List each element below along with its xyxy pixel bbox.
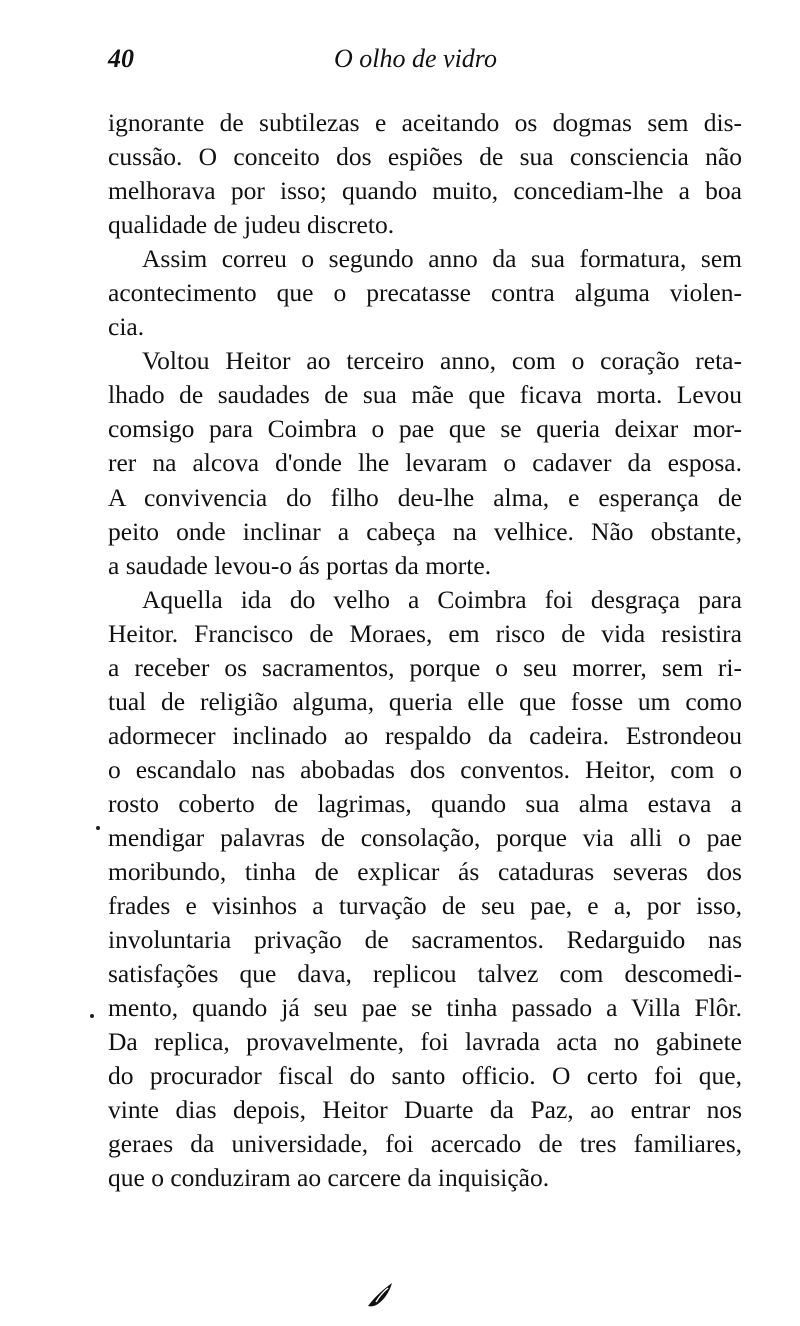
text-line: frades e visinhos a turvação de seu pae, e a, por isso, [108, 891, 742, 921]
running-title: O olho de vidro [334, 44, 497, 73]
text-line: Assim correu o segundo anno da sua formatura, sem [142, 244, 742, 274]
text-line: a receber os sacramentos, porque o seu morrer, sem ri- [108, 652, 742, 682]
text-line: comsigo para Coimbra o pae que se queria deixar mor- [108, 414, 742, 444]
body-text [108, 106, 742, 1196]
page-number: 40 [108, 44, 134, 73]
text-line: o escandalo nas abobadas dos conventos. Heitor, com o [108, 754, 742, 784]
text-line: cussão. O conceito dos espiões de sua consciencia não [108, 142, 742, 172]
text-line: Heitor. Francisco de Moraes, em risco de vida resistira [108, 618, 742, 648]
text-line: a saudade levou-o ás portas da morte. [108, 550, 492, 580]
text-line: Voltou Heitor ao terceiro anno, com o coração reta- [142, 346, 742, 376]
text-line: ignorante de subtilezas e aceitando os dogmas sem dis- [108, 108, 742, 137]
text-line: cia. [108, 312, 145, 342]
text-line: rosto coberto de lagrimas, quando sua alma estava a [108, 788, 742, 818]
text-line: do procurador fiscal do santo officio. O certo foi que, [108, 1061, 742, 1091]
text-line: mento, quando já seu pae se tinha passado a Villa Flôr. [108, 993, 742, 1023]
text-line: mendigar palavras de consolação, porque via alli o pae [108, 822, 742, 852]
text-line: moribundo, tinha de explicar ás cataduras severas dos [108, 857, 742, 887]
ink-speck [96, 826, 100, 830]
page-header [108, 44, 748, 84]
text-line: adormecer inclinado ao respaldo da cadeira. Estrondeou [108, 720, 742, 750]
text-line: lhado de saudades de sua mãe que ficava morta. Levou [108, 380, 742, 410]
text-line: melhorava por isso; quando muito, concediam-lhe a boa [108, 176, 742, 206]
text-line: que o conduziram ao carcere da inquisição. [108, 1163, 550, 1193]
printers-ornament-icon [366, 1280, 396, 1310]
text-line: acontecimento que o precatasse contra alguma violen- [108, 278, 742, 308]
ink-speck [90, 1014, 94, 1018]
text-line: vinte dias depois, Heitor Duarte da Paz, ao entrar nos [108, 1095, 742, 1125]
text-line: rer na alcova d'onde lhe levaram o cadaver da esposa. [108, 448, 742, 478]
text-line: A convivencia do filho deu-lhe alma, e esperança de [108, 482, 742, 512]
text-line: peito onde inclinar a cabeça na velhice. Não obstante, [108, 516, 742, 546]
text-line: tual de religião alguma, queria elle que fosse um como [108, 686, 742, 716]
text-line: geraes da universidade, foi acercado de tres familiares, [108, 1129, 742, 1159]
text-line: involuntaria privação de sacramentos. Redarguido nas [108, 925, 742, 955]
text-line: satisfações que dava, replicou talvez com descomedi- [108, 959, 742, 989]
text-line: Aquella ida do velho a Coimbra foi desgraça para [142, 584, 742, 614]
text-line: Da replica, provavelmente, foi lavrada acta no gabinete [108, 1027, 742, 1057]
text-line: qualidade de judeu discreto. [108, 210, 395, 240]
